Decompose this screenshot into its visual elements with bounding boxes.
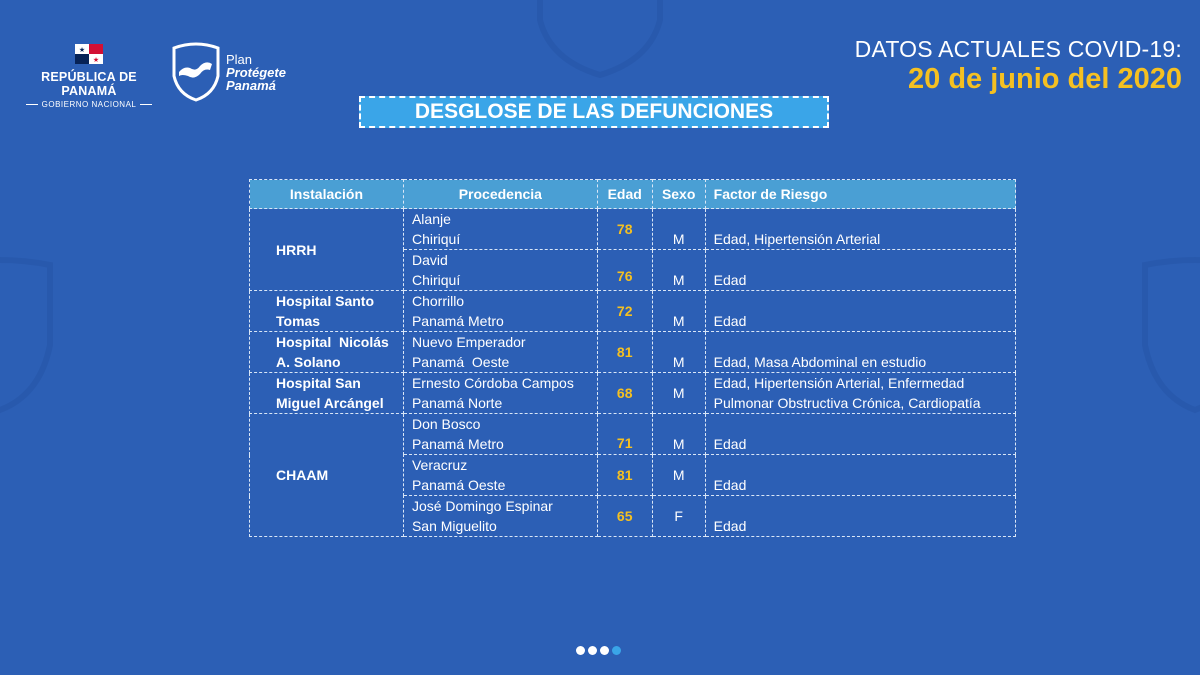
government-logo (18, 44, 160, 109)
origin-cell (403, 291, 597, 332)
datos-label: DATOS ACTUALES COVID-19: (854, 36, 1182, 62)
carousel-dot[interactable] (576, 646, 585, 655)
origin-district: Don Bosco (411, 416, 481, 432)
header-origin: Procedencia (403, 180, 597, 209)
institution-line1: Hospital Santo (276, 293, 375, 309)
origin-district: Alanje (411, 211, 451, 227)
origin-region: Panamá Metro (411, 436, 504, 452)
institution-line2: Tomas (276, 313, 321, 329)
age-cell: 78 (597, 209, 652, 250)
origin-district: José Domingo Espinar (411, 498, 553, 514)
origin-district: Veracruz (411, 457, 468, 473)
origin-cell (403, 414, 597, 455)
sex-cell: M (652, 414, 705, 455)
government-subtitle (18, 100, 160, 109)
institution-cell (250, 291, 404, 332)
age-cell: 65 (597, 496, 652, 537)
carousel-dot[interactable] (588, 646, 597, 655)
table-row (250, 332, 1016, 373)
origin-cell (403, 332, 597, 373)
sex-cell: M (652, 291, 705, 332)
deaths-table (249, 179, 1016, 537)
page-title: DESGLOSE DE LAS DEFUNCIONES (359, 96, 829, 128)
risk-cell: Edad (705, 496, 1015, 537)
header-risk-factor: Factor de Riesgo (705, 180, 1015, 209)
institution-line2: A. Solano (276, 354, 341, 370)
origin-district: Ernesto Córdoba Campos (411, 375, 574, 391)
origin-region: Panamá Metro (411, 313, 504, 329)
institution-cell: HRRH (250, 209, 404, 291)
header-sex: Sexo (652, 180, 705, 209)
origin-cell (403, 496, 597, 537)
institution-cell (250, 332, 404, 373)
origin-region: Panamá Norte (411, 395, 503, 411)
origin-cell (403, 455, 597, 496)
government-name: REPÚBLICA DE PANAMÁ (41, 70, 137, 98)
plan-name-line2: Panamá (226, 77, 276, 93)
plan-logo (170, 42, 286, 102)
institution-line1: Hospital San (276, 375, 361, 391)
sex-cell: M (652, 209, 705, 250)
origin-region: Chiriquí (411, 272, 461, 288)
svg-text:★: ★ (78, 47, 86, 54)
age-cell: 68 (597, 373, 652, 414)
sex-cell: M (652, 455, 705, 496)
plan-shield-icon (170, 42, 222, 102)
table-row (250, 373, 1016, 414)
risk-cell: Edad (705, 455, 1015, 496)
sex-cell: M (652, 250, 705, 291)
sex-cell: F (652, 496, 705, 537)
plan-label: Plan (226, 51, 253, 67)
background-shield-icon (0, 255, 60, 415)
origin-region: Panamá Oeste (411, 354, 510, 370)
table-header-row (250, 180, 1016, 209)
background-shield-icon (1135, 255, 1200, 415)
carousel-indicator (576, 646, 621, 655)
panama-flag-icon (75, 44, 103, 64)
carousel-dot-active[interactable] (612, 646, 621, 655)
header-institution: Instalación (250, 180, 404, 209)
origin-district: Nuevo Emperador (411, 334, 526, 350)
origin-region: Panamá Oeste (411, 477, 506, 493)
origin-cell (403, 250, 597, 291)
institution-cell: CHAAM (250, 414, 404, 537)
origin-district: David (411, 252, 448, 268)
risk-cell: Edad, Masa Abdominal en estudio (705, 332, 1015, 373)
age-cell: 76 (597, 250, 652, 291)
risk-cell: Edad (705, 414, 1015, 455)
age-cell: 71 (597, 414, 652, 455)
origin-district: Chorrillo (411, 293, 465, 309)
header-age: Edad (597, 180, 652, 209)
origin-cell (403, 209, 597, 250)
carousel-dot[interactable] (600, 646, 609, 655)
background-shield-icon (530, 0, 670, 80)
risk-line1: Edad, Hipertensión Arterial, Enfermedad (713, 375, 965, 391)
age-cell: 81 (597, 455, 652, 496)
risk-cell: Edad (705, 291, 1015, 332)
institution-line2: Miguel Arcángel (276, 395, 384, 411)
origin-cell (403, 373, 597, 414)
data-date-header (855, 36, 1182, 96)
risk-cell: Edad (705, 250, 1015, 291)
svg-text:★: ★ (92, 57, 100, 64)
table-row (250, 209, 1016, 250)
sex-cell: M (652, 332, 705, 373)
table-row (250, 414, 1016, 455)
risk-cell: Edad, Hipertensión Arterial (705, 209, 1015, 250)
institution-line1: Hospital Nicolás (276, 334, 389, 350)
table-row (250, 291, 1016, 332)
datos-date: 20 de junio del 2020 (908, 63, 1182, 95)
age-cell: 81 (597, 332, 652, 373)
origin-region: Chiriquí (411, 231, 461, 247)
government-subtitle-text: GOBIERNO NACIONAL (41, 100, 137, 109)
sex-cell: M (652, 373, 705, 414)
institution-cell (250, 373, 404, 414)
risk-cell (705, 373, 1015, 414)
origin-region: San Miguelito (411, 518, 497, 534)
risk-line2: Pulmonar Obstructiva Crónica, Cardiopatía (713, 395, 981, 411)
plan-name-line1: Protégete (226, 64, 286, 80)
age-cell: 72 (597, 291, 652, 332)
